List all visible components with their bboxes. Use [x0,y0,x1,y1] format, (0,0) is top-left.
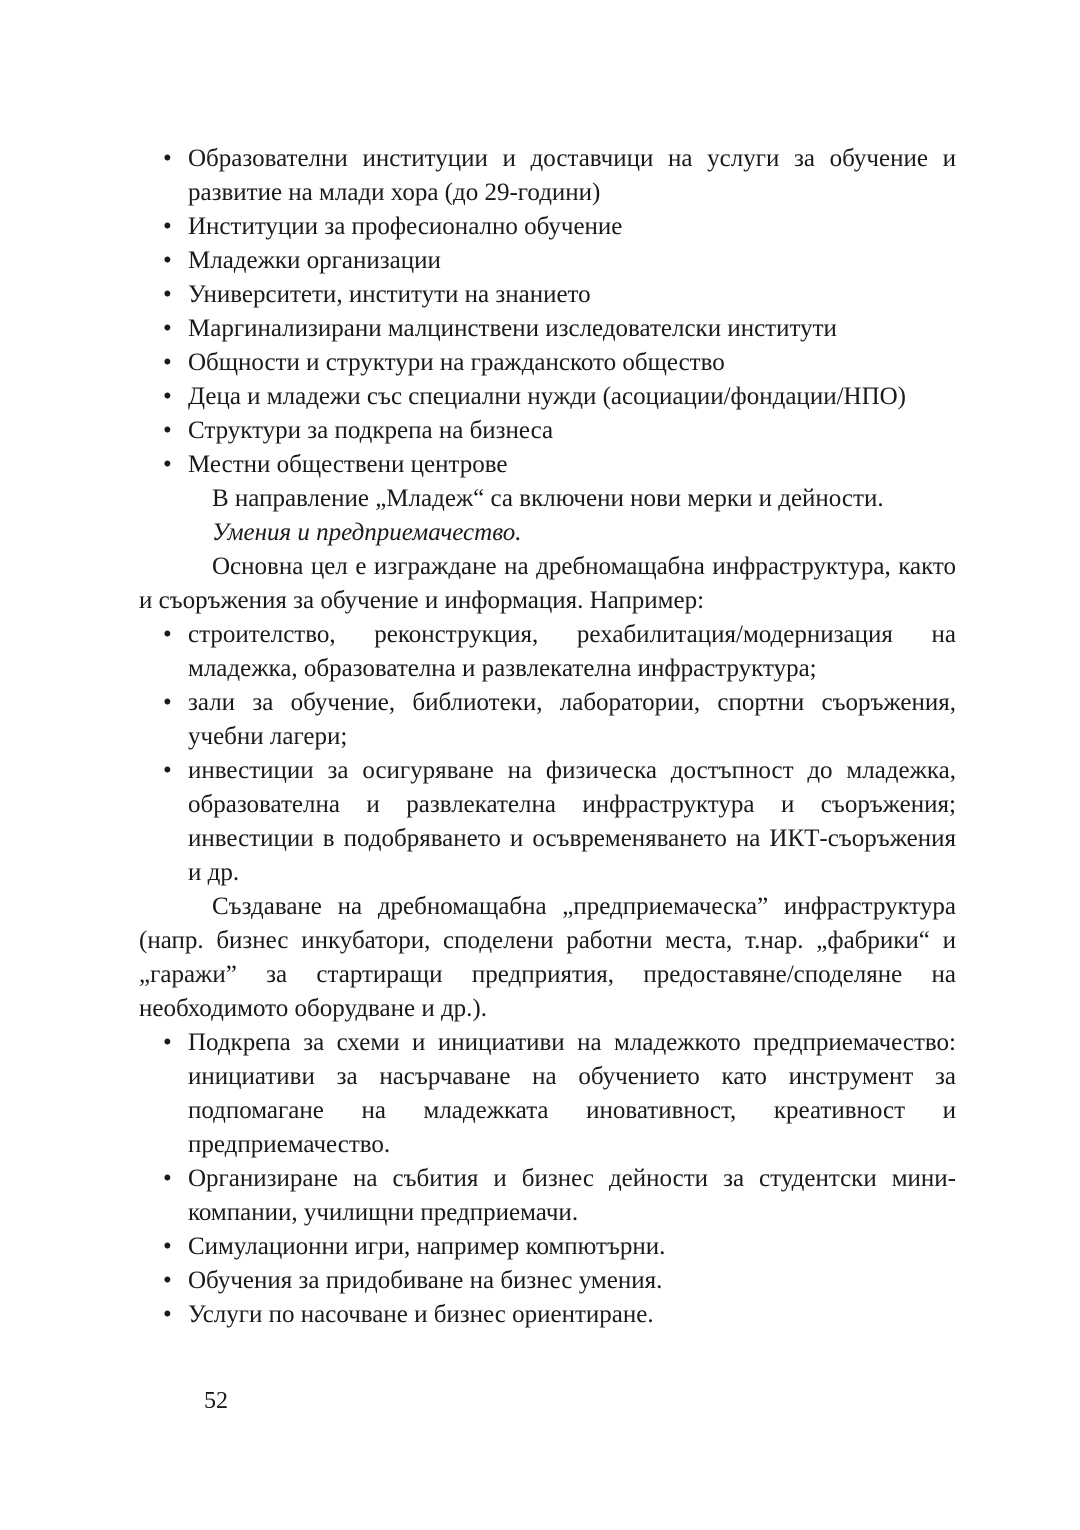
list-item: • Организиране на събития и бизнес дейности за студентски мини-компании, училищни предприемачи. [139,1162,956,1230]
list-item: • Общности и структури на гражданското общество [139,346,956,380]
list-item: • Младежки организации [139,244,956,278]
paragraph-main-goal: Основна цел е изграждане на дребномащабна инфраструктура, както и съоръжения за обучение и информация. Например: [139,553,956,614]
list-item: • Маргинализирани малцинствени изследователски институти [139,312,956,346]
list-item: • Услуги по насочване и бизнес ориентиране. [139,1298,956,1332]
list-item: • Институции за професионално обучение [139,210,956,244]
paragraph-entrepreneurial-infrastructure: Създаване на дребномащабна „предприемаческа” инфраструктура (напр. бизнес инкубатори, споделени работни места, т.нар. „фабрики“ и „гаражи” за стартиращи предприятия, предоставяне/споделяне на необходимото оборудване и др.). [139,893,956,1022]
section-subheading: Умения и предприемачество. [212,519,522,546]
list-item: • Деца и младежи със специални нужди (асоциации/фондации/НПО) [139,380,956,414]
infrastructure-list [139,618,956,890]
list-item: • инвестиции за осигуряване на физическа достъпност до младежка, образователна и развлекателна инфраструктура и съоръжения; инвестиции в подобряването и осъвременяването на ИКТ-съоръжения и др. [139,754,956,890]
list-item: • Университети, институти на знанието [139,278,956,312]
entrepreneurship-list [139,1026,956,1332]
list-item: • Обучения за придобиване на бизнес умения. [139,1264,956,1298]
page-number: 52 [204,1388,228,1414]
list-item: • Структури за подкрепа на бизнеса [139,414,956,448]
target-groups-list [139,142,956,482]
list-item: • Симулационни игри, например компютърни. [139,1230,956,1264]
list-item: • Подкрепа за схеми и инициативи на младежкото предприемачество: инициативи за насърчаване на обучението като инструмент за подпомагане на младежката иновативност, креативност и предприемачество. [139,1026,956,1162]
list-item: • Местни обществени центрове [139,448,956,482]
list-item: • Образователни институции и доставчици на услуги за обучение и развитие на млади хора (до 29-години) [139,142,956,210]
page-body [139,142,956,1332]
list-item: • строителство, реконструкция, рехабилитация/модернизация на младежка, образователна и развлекателна инфраструктура; [139,618,956,686]
intro-line: В направление „Младеж“ са включени нови мерки и дейности. [212,485,884,512]
list-item: • зали за обучение, библиотеки, лаборатории, спортни съоръжения, учебни лагери; [139,686,956,754]
